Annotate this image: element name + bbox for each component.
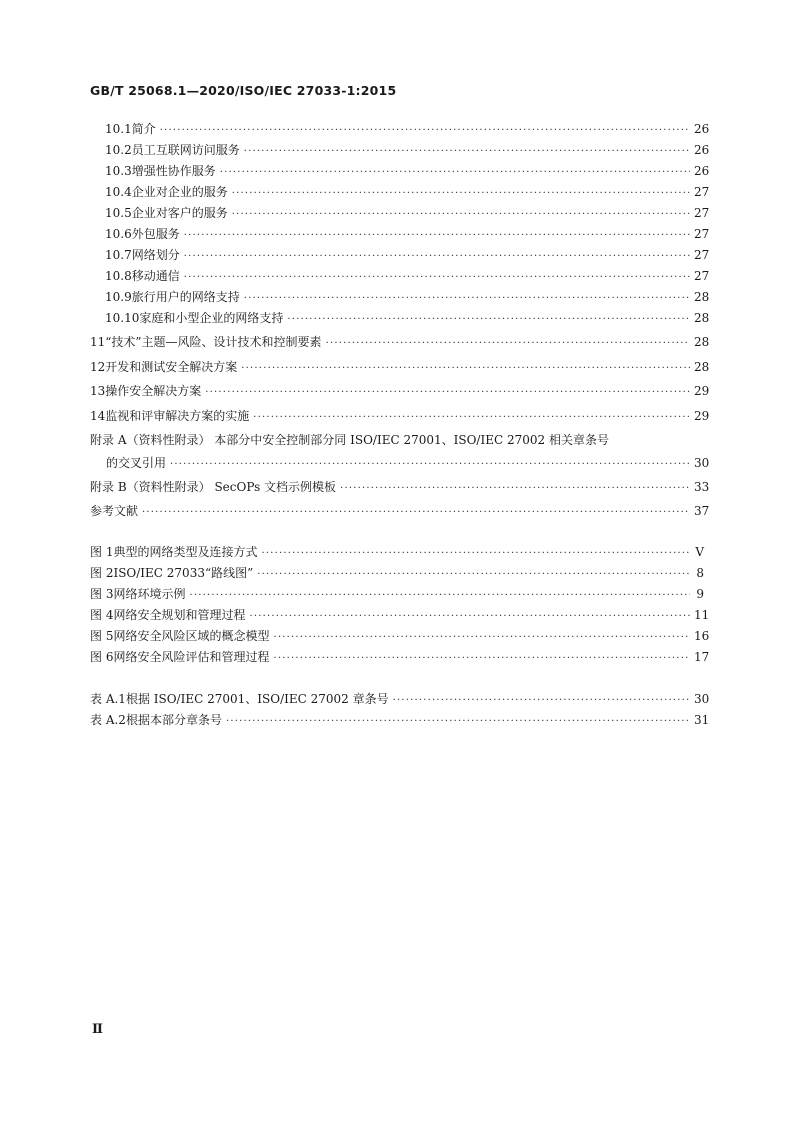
toc-dot-leader [184, 270, 690, 286]
toc-dot-leader [273, 651, 690, 667]
toc-entry-title: 外包服务 [131, 227, 180, 241]
toc-entry-10-2[interactable] [105, 142, 710, 160]
toc-entry-page: 28 [694, 290, 710, 304]
toc-entry-title: 参考文献 [90, 504, 139, 518]
toc-figure-title: 典型的网络类型及连接方式 [113, 545, 258, 559]
toc-entry-11[interactable] [90, 334, 710, 352]
page-header-standard-code: GB/T 25068.1—2020/ISO/IEC 27033-1:2015 [90, 83, 397, 98]
toc-entry-annex-b[interactable] [90, 479, 710, 497]
toc-dot-leader [244, 291, 690, 307]
toc-dot-leader [205, 385, 690, 401]
toc-entry-number: 10.6 [105, 227, 132, 241]
toc-entry-14[interactable] [90, 408, 710, 426]
toc-entry-title: 操作安全解决方案 [105, 384, 202, 398]
toc-figure-page: 16 [694, 629, 710, 643]
toc-dot-leader [393, 693, 690, 709]
toc-figure-title: 网络环境示例 [113, 587, 186, 601]
toc-entry-10-8[interactable] [105, 268, 710, 286]
toc-dot-leader [232, 186, 690, 202]
toc-table-a2[interactable] [90, 712, 710, 730]
toc-entry-title: 移动通信 [131, 269, 180, 283]
toc-figure-2[interactable] [90, 565, 704, 583]
toc-entry-page: 30 [694, 456, 710, 470]
toc-entry-number: 10.1 [105, 122, 132, 136]
toc-entry-annex-a-line1[interactable] [90, 432, 704, 448]
toc-entry-10-9[interactable] [105, 289, 710, 307]
toc-entry-page: 27 [694, 185, 710, 199]
toc-entry-number: 10.10 [105, 311, 140, 325]
toc-entry-number: 13 [90, 384, 106, 398]
toc-dot-leader [257, 567, 690, 583]
toc-entry-page: 27 [694, 227, 710, 241]
toc-dot-leader [340, 481, 690, 497]
toc-entry-title: 开发和测试安全解决方案 [105, 360, 238, 374]
toc-figure-page: 9 [696, 587, 704, 601]
toc-entry-page: 26 [694, 143, 710, 157]
toc-dot-leader [326, 336, 690, 352]
toc-figure-number: 图 5 [90, 629, 114, 643]
toc-figure-title: 网络安全风险区域的概念模型 [113, 629, 270, 643]
toc-entry-bibliography[interactable] [90, 503, 710, 521]
toc-entry-page: 28 [694, 335, 710, 349]
toc-entry-title: 附录 A（资料性附录） 本部分中安全控制部分同 ISO/IEC 27001、ISO/IEC 27002 相关章条号 [90, 433, 609, 447]
toc-entry-10-5[interactable] [105, 205, 710, 223]
toc-entry-title: 企业对客户的服务 [131, 206, 228, 220]
toc-entry-title: 附录 B（资料性附录） SecOPs 文档示例模板 [90, 480, 337, 494]
toc-dot-leader [249, 609, 690, 625]
toc-dot-leader [287, 312, 690, 328]
toc-entry-number: 10.9 [105, 290, 132, 304]
toc-entry-number: 10.2 [105, 143, 132, 157]
toc-figure-number: 图 3 [90, 587, 114, 601]
toc-figure-number: 图 6 [90, 650, 114, 664]
toc-entry-number: 11 [90, 335, 106, 349]
toc-entry-page: 26 [694, 122, 710, 136]
toc-entry-10-1[interactable] [105, 121, 710, 139]
toc-dot-leader [244, 144, 690, 160]
toc-entry-page: 27 [694, 248, 710, 262]
toc-entry-page: 33 [694, 480, 710, 494]
toc-entry-title: 简介 [131, 122, 156, 136]
toc-figure-page: V [695, 545, 704, 559]
toc-entry-page: 26 [694, 164, 710, 178]
toc-entry-page: 28 [694, 360, 710, 374]
toc-entry-number: 10.8 [105, 269, 132, 283]
toc-entry-10-4[interactable] [105, 184, 710, 202]
toc-dot-leader [142, 505, 690, 521]
toc-figure-5[interactable] [90, 628, 710, 646]
toc-entry-number: 10.5 [105, 206, 132, 220]
toc-table-title: 根据本部分章条号 [125, 713, 222, 727]
toc-entry-title: 监视和评审解决方案的实施 [105, 409, 250, 423]
toc-dot-leader [220, 165, 690, 181]
page-number: Ⅱ [92, 1022, 103, 1037]
toc-entry-title: 企业对企业的服务 [131, 185, 228, 199]
toc-entry-page: 28 [694, 311, 710, 325]
toc-entry-number: 12 [90, 360, 106, 374]
toc-figure-title: ISO/IEC 27033“路线图” [113, 566, 254, 580]
toc-dot-leader [253, 410, 690, 426]
toc-entry-title: 增强性协作服务 [131, 164, 216, 178]
toc-entry-number: 10.3 [105, 164, 132, 178]
toc-table-number: 表 A.1 [90, 692, 126, 706]
toc-figure-3[interactable] [90, 586, 704, 604]
toc-figure-title: 网络安全规划和管理过程 [113, 608, 246, 622]
toc-entry-10-10[interactable] [105, 310, 710, 328]
toc-entry-title: 网络划分 [131, 248, 180, 262]
toc-figure-number: 图 1 [90, 545, 114, 559]
toc-table-number: 表 A.2 [90, 713, 126, 727]
toc-entry-number: 14 [90, 409, 106, 423]
toc-entry-title: 员工互联网访问服务 [131, 143, 240, 157]
toc-dot-leader [241, 361, 690, 377]
toc-table-page: 31 [694, 713, 710, 727]
toc-entry-10-7[interactable] [105, 247, 710, 265]
toc-entry-title-continued: 的交叉引用 [106, 456, 167, 470]
toc-dot-leader [170, 457, 690, 473]
toc-figure-1[interactable] [90, 544, 704, 562]
toc-figure-number: 图 2 [90, 566, 114, 580]
toc-entry-number: 10.4 [105, 185, 132, 199]
toc-table-page: 30 [694, 692, 710, 706]
toc-entry-page: 29 [694, 384, 710, 398]
toc-entry-13[interactable] [90, 383, 710, 401]
toc-entry-12[interactable] [90, 359, 710, 377]
toc-dot-leader [184, 249, 690, 265]
toc-entry-title: 旅行用户的网络支持 [131, 290, 240, 304]
toc-dot-leader [261, 546, 690, 562]
toc-entry-10-6[interactable] [105, 226, 710, 244]
toc-entry-page: 37 [694, 504, 710, 518]
toc-entry-page: 27 [694, 206, 710, 220]
toc-table-title: 根据 ISO/IEC 27001、ISO/IEC 27002 章条号 [125, 692, 389, 706]
toc-table-a1[interactable] [90, 691, 710, 709]
toc-dot-leader [226, 714, 690, 730]
toc-entry-10-3[interactable] [105, 163, 710, 181]
toc-entry-page: 29 [694, 409, 710, 423]
toc-dot-leader [232, 207, 690, 223]
toc-figure-number: 图 4 [90, 608, 114, 622]
toc-entry-page: 27 [694, 269, 710, 283]
toc-figure-page: 11 [694, 608, 710, 622]
toc-figure-page: 8 [696, 566, 704, 580]
toc-entry-title: 家庭和小型企业的网络支持 [139, 311, 284, 325]
toc-dot-leader [273, 630, 690, 646]
toc-dot-leader [160, 123, 690, 139]
toc-figure-title: 网络安全风险评估和管理过程 [113, 650, 270, 664]
toc-entry-annex-a-line2[interactable] [106, 455, 710, 473]
toc-entry-title: “技术”主题—风险、设计技术和控制要素 [105, 335, 322, 349]
toc-dot-leader [189, 588, 690, 604]
toc-figure-page: 17 [694, 650, 710, 664]
toc-figure-4[interactable] [90, 607, 710, 625]
toc-dot-leader [184, 228, 690, 244]
toc-entry-number: 10.7 [105, 248, 132, 262]
toc-figure-6[interactable] [90, 649, 710, 667]
